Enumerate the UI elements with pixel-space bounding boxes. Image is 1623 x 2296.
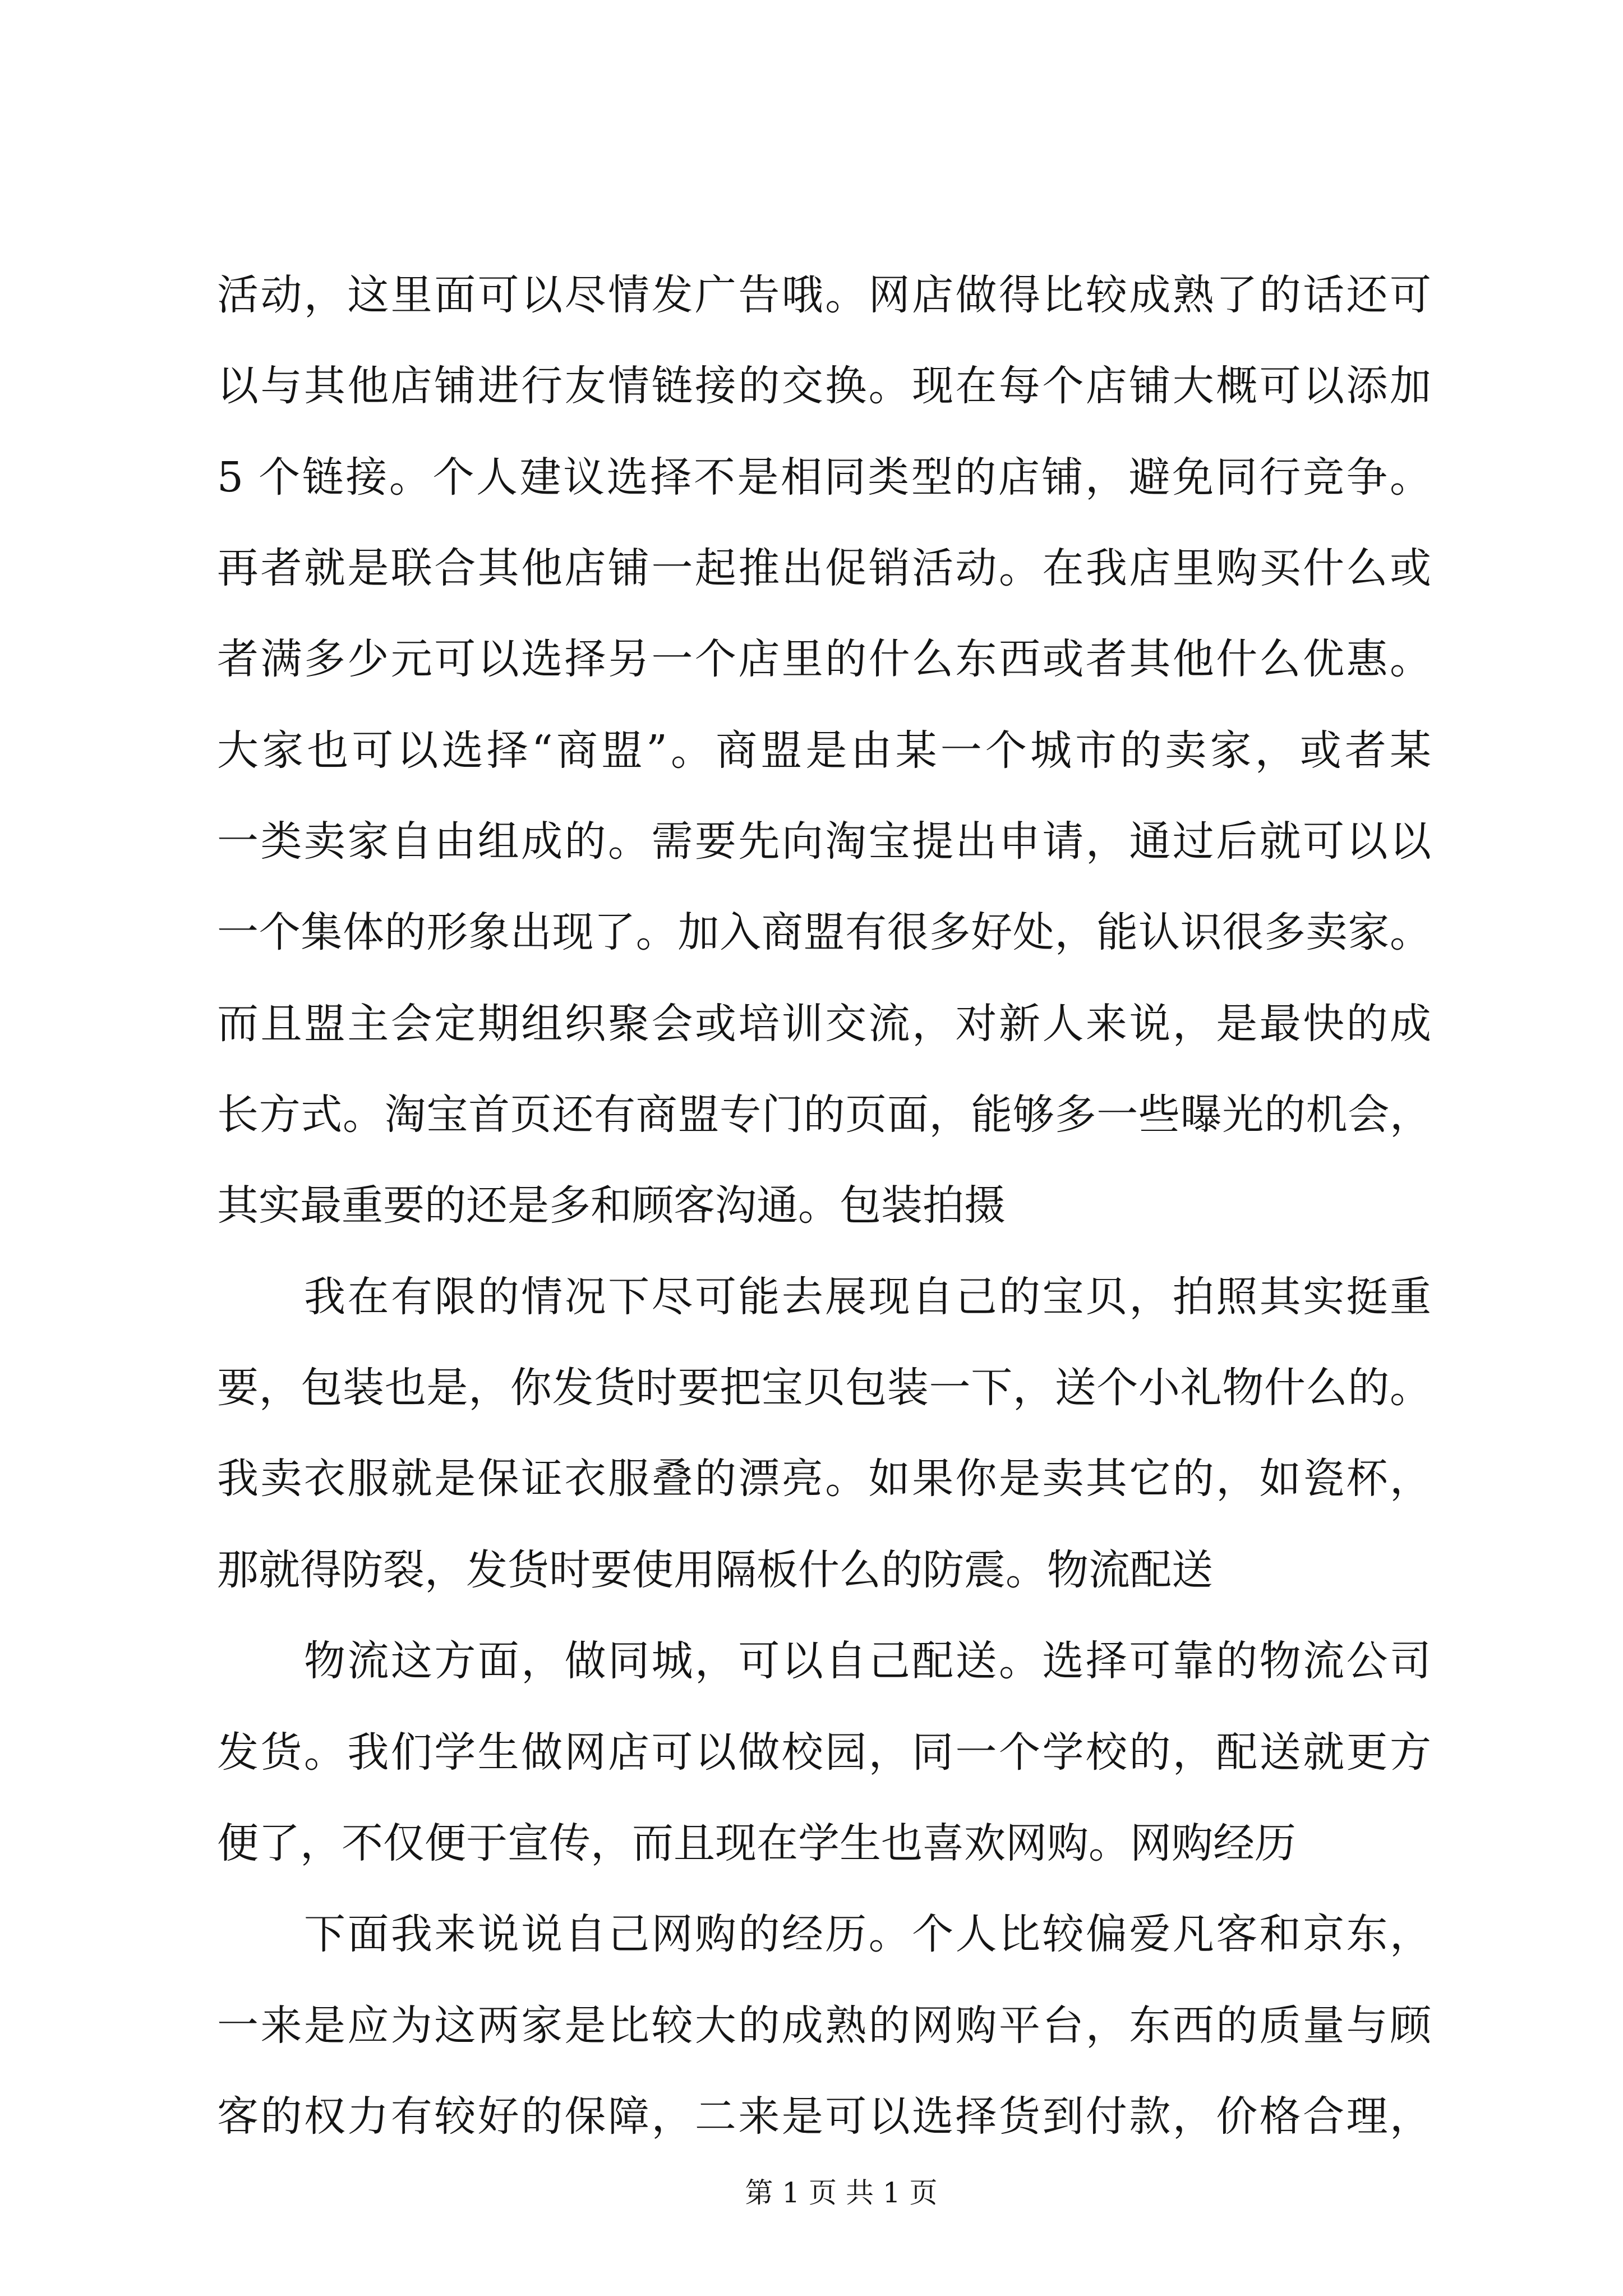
text-line: 者满多少元可以选择另一个店里的什么东西或者其他什么优惠。 [217, 635, 1431, 684]
paragraph [217, 1889, 1431, 2162]
paragraph [217, 1251, 1431, 1616]
text-line: 活动，这里面可以尽情发广告哦。网店做得比较成熟了的话还可 [217, 271, 1431, 319]
text-line: 再者就是联合其他店铺一起推出促销活动。在我店里购买什么或 [217, 544, 1431, 593]
text-line: 一个集体的形象出现了。加入商盟有很多好处，能认识很多卖家。 [217, 908, 1431, 957]
text-line: 发货。我们学生做网店可以做校园，同一个学校的，配送就更方 [217, 1728, 1431, 1777]
text-line: 其实最重要的还是多和顾客沟通。包装拍摄 [217, 1181, 1006, 1230]
document-body [217, 250, 1431, 2162]
text-line: 我卖衣服就是保证衣服叠的漂亮。如果你是卖其它的，如瓷杯， [217, 1455, 1431, 1503]
page-number-footer: 第 1 页 共 1 页 [745, 2177, 938, 2209]
text-line: 客的权力有较好的保障，二来是可以选择货到付款，价格合理， [217, 2092, 1431, 2141]
text-line: 5 个链接。个人建议选择不是相同类型的店铺，避免同行竞争。 [217, 453, 1431, 501]
text-line: 一类卖家自由组成的。需要先向淘宝提出申请，通过后就可以以 [217, 817, 1431, 866]
text-line: 而且盟主会定期组织聚会或培训交流，对新人来说，是最快的成 [217, 999, 1431, 1048]
text-line: 以与其他店铺进行友情链接的交换。现在每个店铺大概可以添加 [217, 362, 1431, 411]
text-line: 要，包装也是，你发货时要把宝贝包装一下，送个小礼物什么的。 [217, 1364, 1431, 1412]
text-line: 下面我来说说自己网购的经历。个人比较偏爱凡客和京东， [304, 1910, 1431, 1959]
text-line: 长方式。淘宝首页还有商盟专门的页面，能够多一些曝光的机会， [217, 1091, 1431, 1139]
paragraph [217, 250, 1431, 1251]
text-line: 我在有限的情况下尽可能去展现自己的宝贝，拍照其实挺重 [304, 1272, 1431, 1321]
text-line: 那就得防裂，发货时要使用隔板什么的防震。物流配送 [217, 1545, 1213, 1594]
text-line: 便了，不仅便于宣传，而且现在学生也喜欢网购。网购经历 [217, 1819, 1296, 1867]
text-line: 物流这方面，做同城，可以自己配送。选择可靠的物流公司 [304, 1637, 1431, 1686]
paragraph [217, 1616, 1431, 1889]
text-line: 大家也可以选择“商盟”。商盟是由某一个城市的卖家，或者某 [217, 726, 1431, 775]
text-line: 一来是应为这两家是比较大的成熟的网购平台，东西的质量与顾 [217, 2001, 1431, 2050]
